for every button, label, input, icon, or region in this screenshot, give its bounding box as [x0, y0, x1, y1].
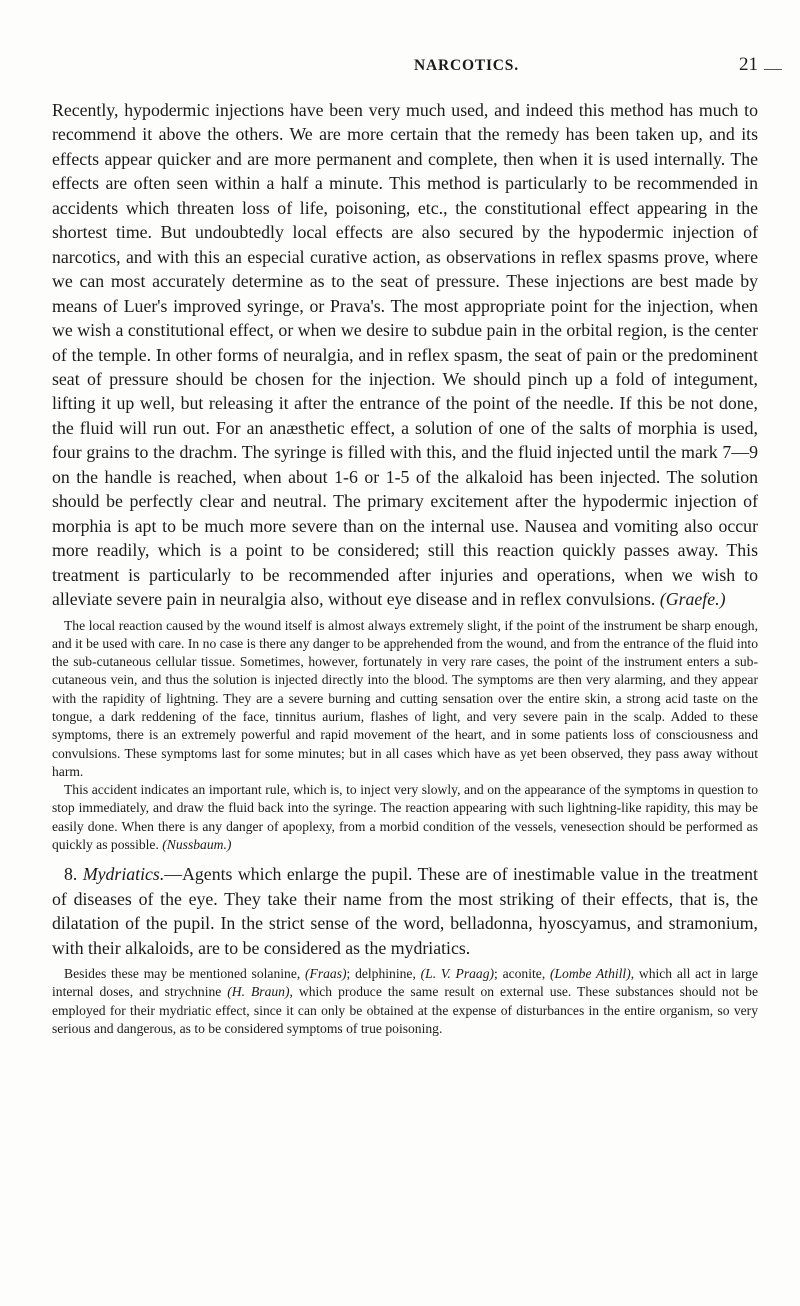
- note-text: Besides these may be mentioned solanine,: [64, 966, 301, 982]
- note-text: The local reaction caused by the wound itself is almost always extremely slight, if the point of the instrument be sharp enough, and it be used with care. In no case is there any danger to be apprehended from the wound, and from the entrance of the fluid into the sub-cutaneous cellular tissue. Sometimes, however, fortunately in very rare cases, the point of the instrument enters a sub-cutaneous vein, and thus the solution is injected directly into the blood. The symptoms are then very alarming, and they appear with the rapidity of lightning. They are a severe burning and cutting sensation over the entire skin, a strong acid taste on the tongue, a dark reddening of the face, tinnitus aurium, flashes of light, and very severe pain in the scalp. Added to these symptoms, there is an extremely powerful and rapid movement of the heart, and in some patients loss of consciousness and convulsions. These symptoms last for some minutes; but in all cases which have as yet been observed, they pass away without harm.: [52, 617, 758, 779]
- page-body: [52, 98, 758, 1038]
- section-text: —Agents which enlarge the pupil. These are of inestimable value in the treatment of diseases of the eye. They take their name from the most striking of their effects, that is, the dilatation of the pupil. In the strict sense of the word, belladonna, hyoscyamus, and stramonium, with their alkaloids, are to be considered as the mydriatics.: [52, 864, 758, 958]
- note-text: ; delphinine,: [346, 966, 416, 982]
- note-text: ; aconite,: [494, 966, 546, 982]
- note-accident-rule: [52, 781, 758, 854]
- note-other-mydriatics: [52, 965, 758, 1038]
- paragraph-text: Recently, hypodermic injections have been very much used, and indeed this method has much to recommend it above the others. We are more certain that the remedy has been taken up, and its effects appear quicker and are more permanent and complete, then when it is used internally. The effects are often seen within a half a minute. This method is particularly to be recommended in accidents which threaten loss of life, poisoning, etc., the constitutional effect appearing in the shortest time. But undoubtedly local effects are also secured by the hypodermic injection of narcotics, and with this an especial curative action, as observations in reflex spasms prove, where we can most accurately determine as to the seat of pressure. These injections are best made by means of Luer's improved syringe, or Prava's. The most appropriate point for the injection, when we wish a constitutional effect, or when we desire to subdue pain in the orbital region, is the center of the temple. In other forms of neuralgia, and in reflex spasm, the seat of pain or the predominent seat of pressure should be chosen for the injection. We should pinch up a fold of integument, lifting it up well, but releasing it after the entrance of the point of the needle. If this be not done, the fluid will run out. For an anæsthetic effect, a solution of one of the salts of morphia is used, four grains to the drachm. The syringe is filled with this, and the fluid injected until the mark 7—9 on the handle is reached, when about 1-6 or 1-5 of the alkaloid has been injected. The solution should be perfectly clear and neutral. The primary excitement after the hypodermic injection of morphia is apt to be much more severe than on the internal use. Nausea and vomiting also occur more readily, which is a point to be considered; still this reaction quickly passes away. This treatment is particularly to be recommended after injuries and operations, when we wish to alleviate severe pain in neuralgia also, without eye disease and in reflex convulsions.: [52, 100, 758, 610]
- citation: (Fraas): [305, 966, 347, 982]
- citation: (H. Braun): [227, 984, 290, 1000]
- paragraph-hypodermic-injections: [52, 98, 758, 612]
- page-number: 21: [739, 54, 758, 75]
- note-text: This accident indicates an important rule, which is, to inject very slowly, and on the appearance of the symptoms in question to stop immediately, and draw the fluid back into the syringe. The reaction appearing with such lightning-like rapidity, this may be easily done. When there is any danger of apoplexy, from a morbid condition of the vessels, venesection should be performed as quickly as possible.: [52, 782, 758, 853]
- page-header: [0, 54, 800, 87]
- citation: (Graefe.): [659, 589, 726, 610]
- citation: (L. V. Praag): [420, 966, 495, 982]
- section-term: Mydriatics.: [82, 864, 165, 885]
- running-head: NARCOTICS.: [414, 57, 519, 74]
- citation: (Lombe Athill): [549, 966, 631, 982]
- note-local-reaction: [52, 617, 758, 782]
- section-mydriatics: [52, 862, 758, 960]
- citation: (Nussbaum.): [162, 837, 232, 853]
- note-text: , which all act in large internal doses, and strychnine: [52, 966, 758, 1000]
- section-number: 8.: [64, 864, 78, 885]
- note-text: , which produce the same result on external use. These substances should not be employed for their mydriatic effect, since it can only be obtained at the expense of disturbances in the entire organism, so very serious and dangerous, as to be considered symptoms of true poisoning.: [52, 984, 758, 1037]
- header-rule: [764, 69, 782, 70]
